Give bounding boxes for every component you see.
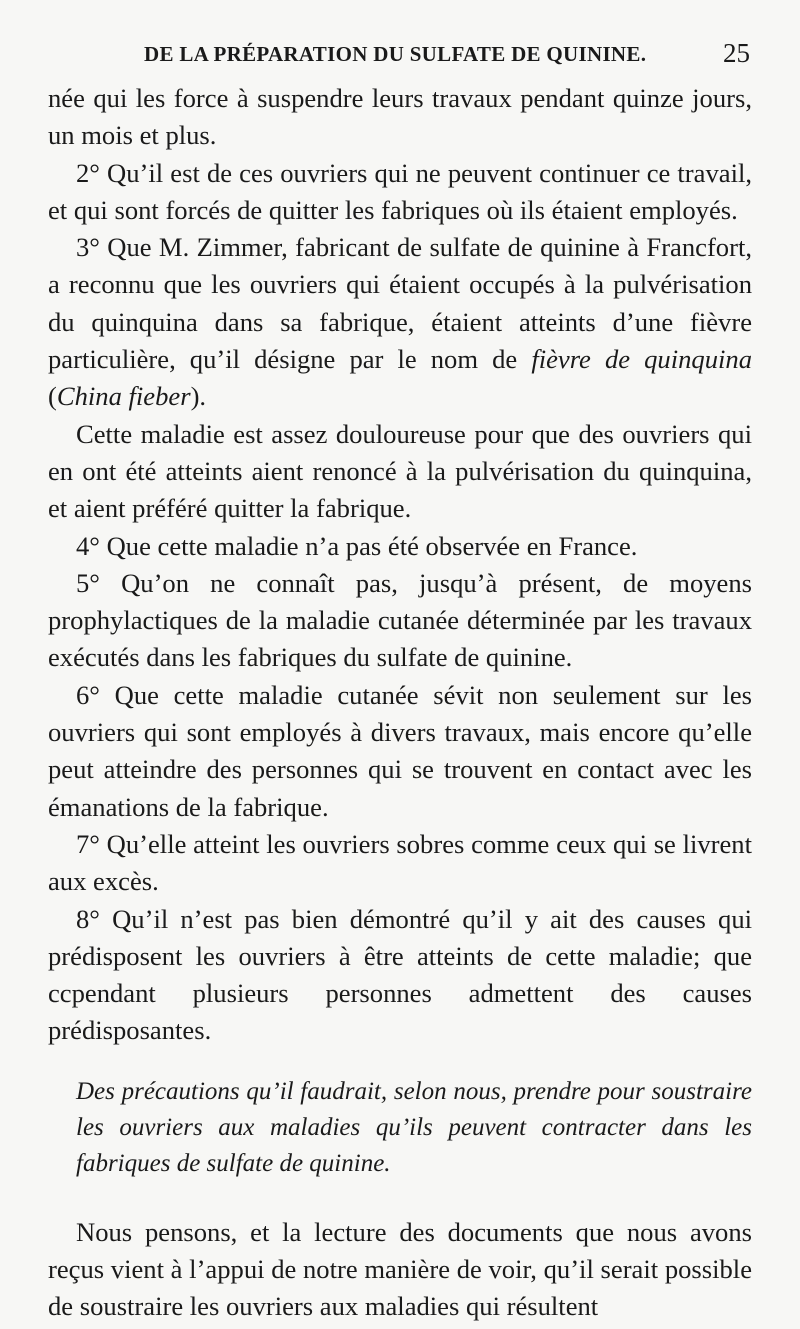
item-3-text-c: ).: [190, 381, 207, 412]
running-head: [48, 38, 752, 72]
item-3-italic-a: fièvre de quinquina: [531, 344, 752, 375]
paragraph-maladie: Cette maladie est assez douloureuse pour que des ouvriers qui en ont été atteints aient renoncé à la pulvérisation du quinquina, et aient préféré quitter la fabrique.: [48, 418, 752, 524]
paragraph-final: Nous pensons, et la lecture des documents que nous avons reçus vient à l’appui de notre manière de voir, qu’il serait possible de soustraire les ouvriers aux maladies qui résultent: [48, 1216, 752, 1322]
paragraph-item-6: 6° Que cette maladie cutanée sévit non seulement sur les ouvriers qui sont employés à divers travaux, mais encore qu’elle peut atteindre des personnes qui se trouvent en contact avec les émanations de la fabrique.: [48, 679, 752, 822]
running-head-title: DE LA PRÉPARATION DU SULFATE DE QUININE.: [144, 42, 647, 66]
paragraph-item-7: 7° Qu’elle atteint les ouvriers sobres comme ceux qui se livrent aux excès.: [48, 828, 752, 897]
page-number: 25: [723, 38, 750, 68]
paragraph-item-4: 4° Que cette maladie n’a pas été observée en France.: [76, 530, 638, 561]
paragraph-item-5: 5° Qu’on ne connaît pas, jusqu’à présent, de moyens prophylactiques de la maladie cutanée déterminée par les travaux exécutés dans les fabriques du sulfate de quinine.: [48, 567, 752, 673]
section-heading: Des précautions qu’il faudrait, selon nous, prendre pour soustraire les ouvriers aux maladies qu’ils peuvent contracter dans les fabriques de sulfate de quinine.: [76, 1077, 752, 1177]
body-text: [48, 80, 752, 1326]
paragraph-item-3: [48, 229, 752, 415]
item-3-italic-b: China fieber: [56, 381, 191, 412]
paragraph-item-8: 8° Qu’il n’est pas bien démontré qu’il y ait des causes qui prédisposent les ouvriers à être atteints de cette maladie; que ccpendant plusieurs personnes admettent des causes prédisposantes.: [48, 903, 752, 1046]
item-3-text-a: 3° Que M. Zimmer, fabricant de sulfate de quinine à Francfort, a reconnu que les ouvriers qui étaient occupés à la pulvérisation du quinquina dans sa fabrique, étaient atteints d’une fièvre particulière, qu’il désigne par le nom de: [48, 232, 752, 375]
paragraph-item-2: 2° Qu’il est de ces ouvriers qui ne peuvent continuer ce travail, et qui sont forcés de quitter les fabriques où ils étaient employés.: [48, 157, 752, 225]
paragraph-continuation: née qui les force à suspendre leurs travaux pendant quinze jours, un mois et plus.: [48, 83, 752, 151]
item-3-text-b: (: [48, 381, 57, 412]
